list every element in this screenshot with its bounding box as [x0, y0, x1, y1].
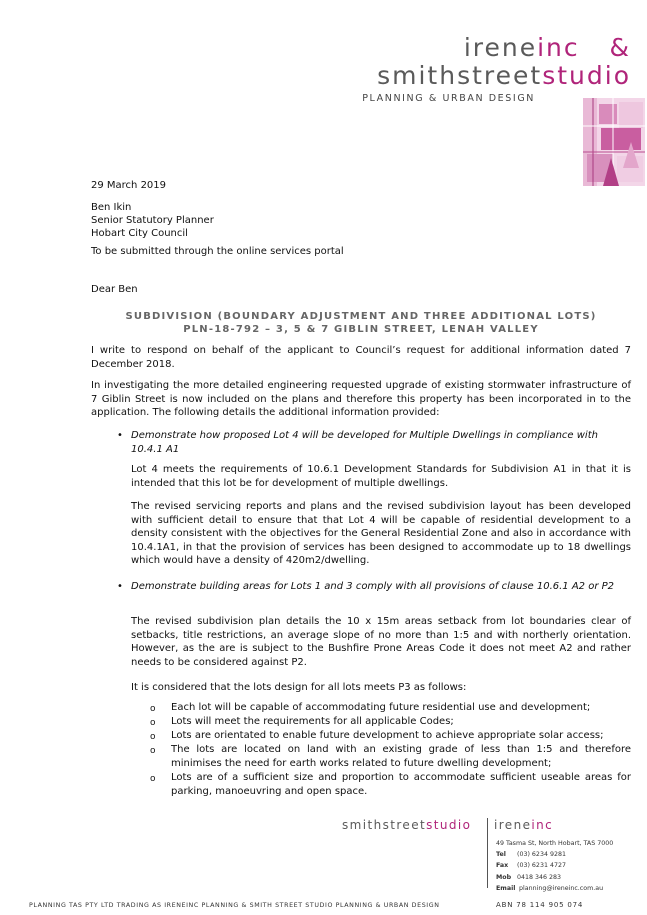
- list-marker: o: [150, 774, 156, 784]
- bullet1-heading: Demonstrate how proposed Lot 4 will be developed for Multiple Dwellings in compliance with 10.4.1 A1: [131, 430, 598, 455]
- recipient-org: Hobart City Council: [91, 228, 188, 239]
- submission-note: To be submitted through the online services portal: [91, 246, 344, 257]
- mob-label: Mob: [496, 873, 512, 881]
- footer-divider: [487, 818, 488, 888]
- logo-tagline: PLANNING & URBAN DESIGN: [362, 93, 535, 104]
- footer-abn: ABN 78 114 905 074: [496, 901, 584, 909]
- bullet2-paragraph1: The revised subdivision plan details the 10 x 15m areas setback from lot boundaries clear of setbacks, title restrictions, an average slope of no more than 1:5 and with northerly orientation. However, as the are is subject to the Bushfire Prone Areas Code it does not meet A2 and rather needs to be considered against P2.: [131, 616, 631, 668]
- footer-contact-block: [496, 838, 613, 894]
- fax-value: (03) 6231 4727: [517, 862, 566, 870]
- bullet2-paragraph2: It is considered that the lots design for all lots meets P3 as follows:: [131, 682, 467, 693]
- tel-value: (03) 6234 9281: [517, 851, 566, 859]
- list-item: The lots are located on land with an existing grade of less than 1:5 and therefore minimises the need for earth works related to future dwelling development;: [171, 744, 631, 769]
- bullet2-heading: Demonstrate building areas for Lots 1 and 3 comply with all provisions of clause 10.6.1 A2 or P2: [131, 581, 615, 592]
- email-label: Email: [496, 884, 516, 892]
- list-marker: o: [150, 746, 156, 756]
- subject-title-line1: SUBDIVISION (BOUNDARY ADJUSTMENT AND THREE ADDITIONAL LOTS): [125, 311, 597, 322]
- letter-date: 29 March 2019: [91, 180, 167, 191]
- footer-logo-smithstreetstudio: smithstreetstudio: [342, 818, 472, 832]
- list-marker: o: [150, 718, 156, 728]
- bullet1-paragraph2: The revised servicing reports and plans and the revised subdivision layout has been developed with sufficient detail to ensure that that Lot 4 will be capable of residential development to a density consistent with the objectives for the General Residential Zone and also in accordance with 10.4.1A1, in that the provision of services has been designed to accommodate up to 18 dwellings which would have a density of 420m2/dwelling.: [131, 501, 631, 566]
- bullet-dot: •: [117, 430, 123, 441]
- salutation: Dear Ben: [91, 284, 138, 295]
- logo-line-ireneinc: ireneinc &: [463, 33, 631, 62]
- list-item: Each lot will be capable of accommodating future residential use and development;: [171, 702, 591, 713]
- list-item: Lots are orientated to enable future development to achieve appropriate solar access;: [171, 730, 604, 741]
- header-photo: [583, 98, 645, 186]
- tel-label: Tel: [496, 851, 506, 859]
- bullet1-paragraph1: Lot 4 meets the requirements of 10.6.1 Development Standards for Subdivision A1 in that it is intended that this lot be for development of multiple dwellings.: [131, 464, 631, 489]
- fax-label: Fax: [496, 862, 509, 870]
- footer-logo-ireneinc: ireneinc: [494, 818, 554, 832]
- bullet-dot: •: [117, 581, 123, 592]
- list-item: Lots will meet the requirements for all applicable Codes;: [171, 716, 454, 727]
- footer-address: 49 Tasma St, North Hobart, TAS 7000: [496, 840, 614, 847]
- recipient-title: Senior Statutory Planner: [91, 215, 214, 226]
- logo-line-smithstreetstudio: smithstreetstudio: [377, 61, 631, 90]
- recipient-name: Ben Ikin: [91, 202, 132, 213]
- company-logo: [362, 34, 631, 106]
- list-item: Lots are of a sufficient size and proportion to accommodate sufficient useable areas for parking, manoeuvring and open space.: [171, 772, 631, 797]
- mob-value: 0418 346 283: [517, 873, 562, 881]
- investigating-paragraph: In investigating the more detailed engineering requested upgrade of existing stormwater infrastructure of 7 Giblin Street is now included on the plans and therefore this property has been incorporated in to the application. The following details the additional information provided:: [91, 380, 631, 418]
- list-marker: o: [150, 732, 156, 742]
- email-link[interactable]: planning@ireneinc.com.au: [519, 884, 604, 892]
- intro-paragraph: I write to respond on behalf of the applicant to Council’s request for additional information dated 7 December 2018.: [91, 345, 631, 370]
- subject-title-line2: PLN-18-792 – 3, 5 & 7 GIBLIN STREET, LENAH VALLEY: [183, 324, 539, 335]
- footer-trading-name: PLANNING TAS PTY LTD TRADING AS IRENEINC PLANNING & SMITH STREET STUDIO PLANNING & URBAN DESIGN: [29, 902, 440, 909]
- list-marker: o: [150, 704, 156, 714]
